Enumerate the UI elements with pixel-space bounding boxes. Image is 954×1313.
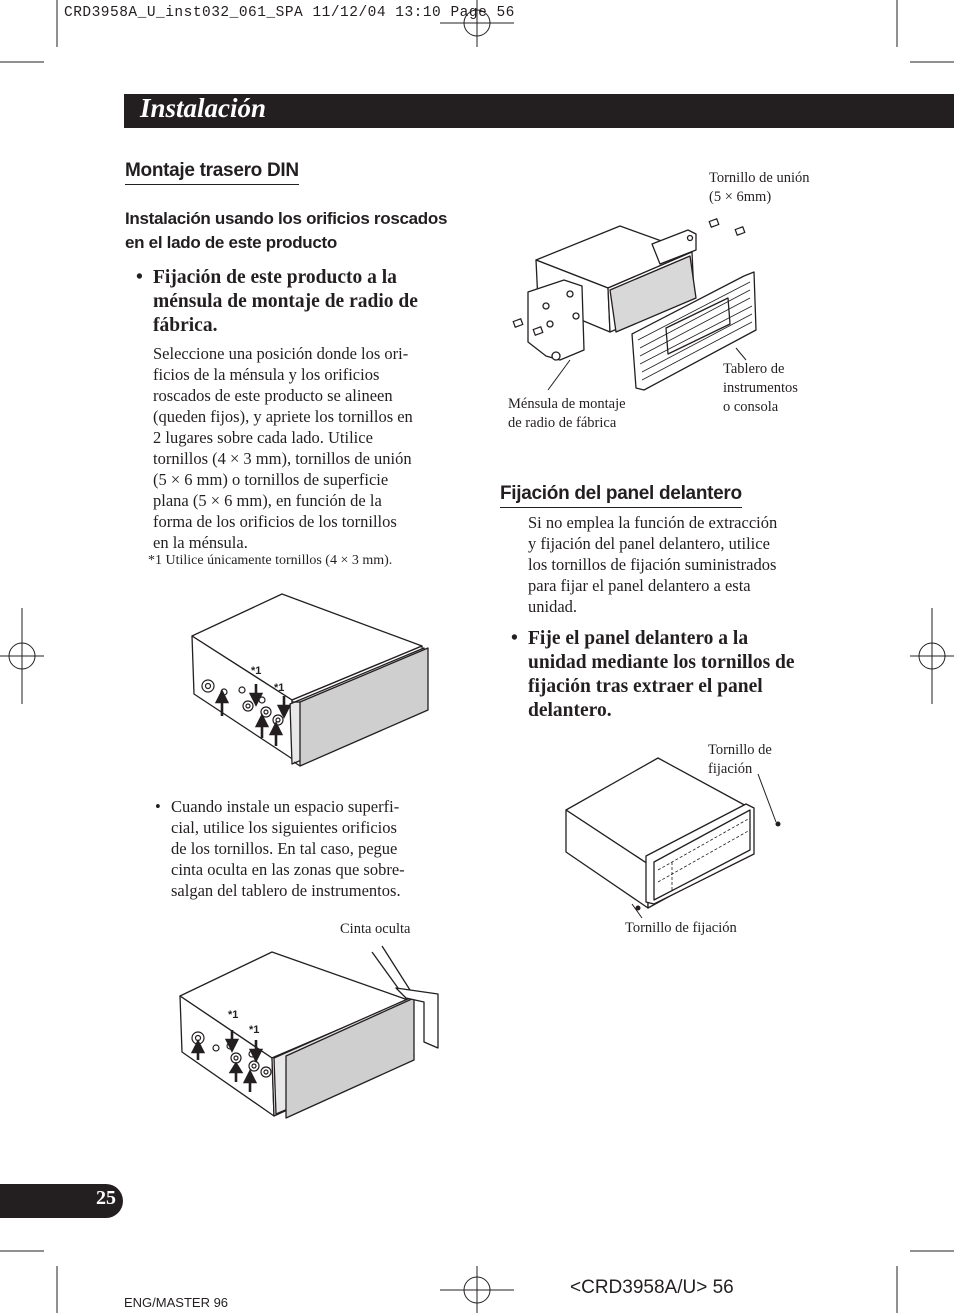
page-number: 25 [96,1187,116,1209]
label-line: fijación [708,761,753,777]
body-paragraph [153,343,453,553]
label-line: Tornillo de [708,742,772,758]
label-line: (5 × 6mm) [709,189,772,205]
bullet-heading-line: ménsula de montaje de radio de [153,291,418,312]
section-title-montaje: Montaje trasero DIN [125,160,299,185]
body-line: salgan del tablero de instrumentos. [171,881,401,900]
label-line: Ménsula de montaje [508,396,626,412]
body-line: Seleccione una posición donde los ori- [153,344,409,363]
label-fijacion-bottom: Tornillo de fijación [625,920,737,936]
bullet-heading-line: fijación tras extraer el panel [528,676,763,697]
bullet-marker: • [155,797,161,816]
label-line: instrumentos [723,380,798,396]
bullet-paragraph [171,796,461,901]
bullet-heading [528,627,795,723]
body-line: (queden fijos), y apriete los tornillos en [153,407,413,426]
body-line: cial, utilice los siguientes orificios [171,818,397,837]
body-line: y fijación del panel delantero, utilice [528,534,770,553]
star-label: *1 [228,1009,239,1021]
star-label: *1 [251,665,262,677]
body-line: los tornillos de fijación suministrados [528,555,777,574]
label-line: Tornillo de unión [709,170,810,186]
section-title-fijacion: Fijación del panel delantero [500,483,742,508]
body-line: cinta oculta en las zonas que sobre- [171,860,405,879]
subheading [125,207,447,255]
subheading-line: en el lado de este producto [125,233,337,252]
bullet-heading-line: delantero. [528,700,612,721]
label-line: Tablero de [723,361,785,377]
body-line: Si no emplea la función de extracción [528,513,778,532]
bullet-heading-line: Fijación de este producto a la [153,267,397,288]
body-line: unidad. [528,597,578,616]
body-line: de los tornillos. En tal caso, pegue [171,839,398,858]
body-line: ficios de la ménsula y los orificios [153,365,380,384]
unit-hidden-tape-figure [176,942,456,1122]
body-line: plana (5 × 6 mm), en función de la [153,491,382,510]
subheading-line: Instalación usando los orificios roscados [125,209,448,228]
bullet-marker: • [511,628,518,649]
footnote: *1 Utilice únicamente tornillos (4 × 3 mm). [148,553,393,568]
body-paragraph [528,512,828,617]
print-slug: CRD3958A_U_inst032_061_SPA 11/12/04 13:10 Page 56 [64,5,515,21]
body-line: Cuando instale un espacio superfi- [171,797,400,816]
bullet-heading-line: Fije el panel delantero a la [528,628,749,649]
body-line: tornillos (4 × 3 mm), tornillos de unión [153,449,412,468]
star-label: *1 [274,682,285,694]
label-mensula [508,395,626,433]
page-title: Instalación [140,93,267,123]
front-panel-screws-figure [562,752,792,912]
footer-code: <CRD3958A/U> 56 [570,1277,734,1298]
body-line: para fijar el panel delantero a esta [528,576,751,595]
label-tablero [723,360,798,417]
body-line: en la ménsula. [153,533,248,552]
footer-master: ENG/MASTER 96 [124,1295,229,1310]
unit-screw-holes-figure [186,588,446,778]
label-line: de radio de fábrica [508,415,617,431]
bullet-heading-line: unidad mediante los tornillos de [528,652,795,673]
star-label: *1 [249,1024,260,1036]
cinta-label: Cinta oculta [340,921,411,937]
body-line: forma de los orificios de los tornillos [153,512,397,531]
label-line: o consola [723,399,779,415]
bullet-heading-line: fábrica. [153,315,218,336]
body-line: 2 lugares sobre cada lado. Utilice [153,428,373,447]
body-line: (5 × 6 mm) o tornillos de superficie [153,470,389,489]
bullet-heading [153,266,418,338]
body-line: roscados de este producto se alineen [153,386,393,405]
label-tornillo-union [709,169,809,207]
bullet-marker: • [136,267,143,288]
